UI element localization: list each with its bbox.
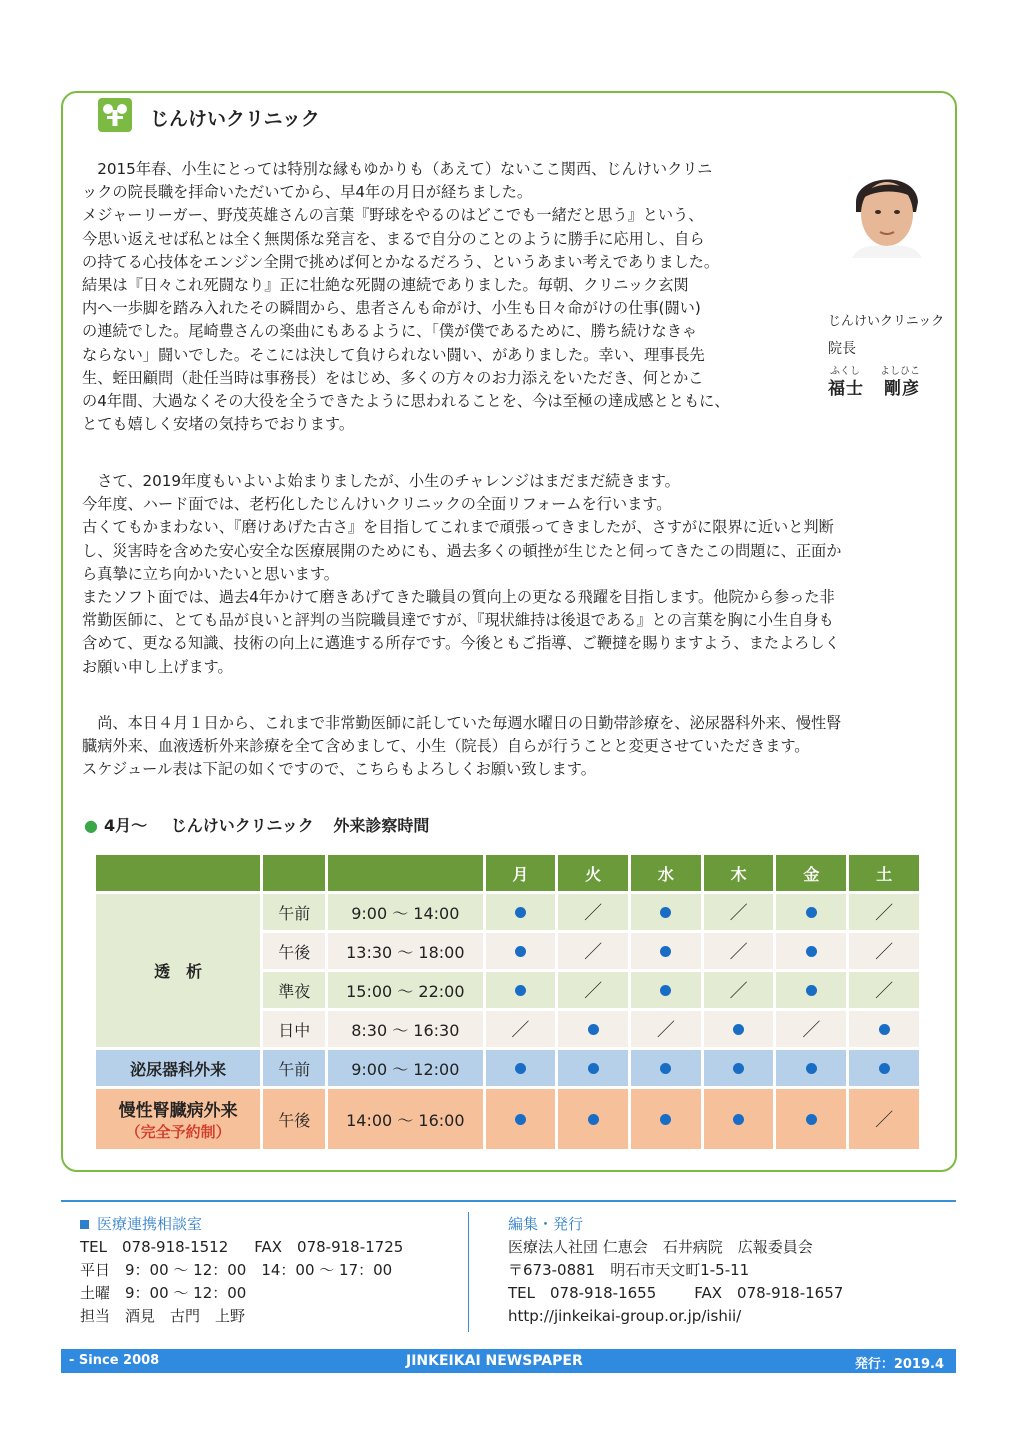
time-cell: 14:00 ～ 16:00: [328, 1089, 482, 1149]
day-mark-cell: [704, 1089, 774, 1149]
footer-divider: [468, 1212, 469, 1332]
day-mark-cell: [704, 1011, 774, 1047]
footer-staff: 担当 酒見 古門 上野: [80, 1307, 246, 1325]
available-dot-icon: [879, 1063, 890, 1074]
day-mark-cell: [486, 1050, 556, 1086]
signature-ruby-family: ふくし: [830, 366, 860, 377]
paragraph-line: 今年度、ハード面では、老朽化したじんけいクリニックの全面リフォームを行います。: [82, 495, 672, 514]
unavailable-slash-icon: ／: [875, 981, 894, 1002]
period-cell: 午後: [263, 1089, 325, 1149]
urology-label: 泌尿器科外来: [96, 1050, 260, 1086]
paragraph-line: とても嬉しく安堵の気持ちでおります。: [82, 415, 355, 434]
available-dot-icon: [515, 946, 526, 957]
paragraph-line: お願い申し上げます。: [82, 657, 233, 676]
paragraph-3: [82, 712, 950, 782]
signature-given-name: 剛彦: [884, 379, 920, 399]
available-dot-icon: [660, 907, 671, 918]
paragraph-line: 内へ一歩脚を踏み入れたその瞬間から、患者さんも命がけ、小生も日々命がけの仕事(闘い): [82, 299, 701, 318]
paragraph-line: ら真摯に立ち向かいたいと思います。: [82, 564, 339, 583]
footer-contact: [80, 1213, 403, 1328]
paragraph-line: ックの院長職を拝命いただいてから、早4年の月日が経ちました。: [82, 183, 533, 202]
paragraph-line: 結果は『日々これ死闘なり』正に壮絶な死闘の連続でありました。毎朝、クリニック玄関: [82, 275, 689, 294]
footer-fax: FAX 078-918-1725: [254, 1238, 404, 1256]
unavailable-slash-icon: ／: [511, 1020, 530, 1041]
day-mark-cell: [849, 933, 919, 969]
time-cell: 8:30 ～ 16:30: [328, 1011, 482, 1047]
footer-right-heading: 編集・発行: [508, 1215, 584, 1233]
unavailable-slash-icon: ／: [729, 903, 748, 924]
unavailable-slash-icon: ／: [584, 903, 603, 924]
paragraph-line: の4年間、大過なくその大役を全うできたように思われることを、今は至極の達成感とともに、: [82, 391, 730, 410]
day-mark-cell: [849, 972, 919, 1008]
day-header: 土: [849, 855, 919, 891]
footer-fax-2: FAX 078-918-1657: [694, 1284, 844, 1302]
day-mark-cell: [704, 972, 774, 1008]
header-cell-blank: [263, 855, 325, 891]
unavailable-slash-icon: ／: [875, 1110, 894, 1131]
footer-tel-2: TEL 078-918-1655: [508, 1284, 657, 1302]
newspaper-bar: [61, 1349, 956, 1373]
footer-publisher: [508, 1213, 843, 1328]
day-mark-cell: [849, 1050, 919, 1086]
day-mark-cell: [631, 933, 701, 969]
footer-tel-fax-row-2: [508, 1282, 843, 1305]
available-dot-icon: [515, 1114, 526, 1125]
day-mark-cell: [631, 894, 701, 930]
paragraph-line: メジャーリーガー、野茂英雄さんの言葉『野球をやるのはどこでも一緒だと思う』という、: [82, 206, 704, 225]
schedule-table: [93, 852, 922, 1152]
available-dot-icon: [806, 907, 817, 918]
bullet-dot-icon: ●: [84, 816, 98, 835]
unavailable-slash-icon: ／: [875, 942, 894, 963]
unavailable-slash-icon: ／: [584, 942, 603, 963]
available-dot-icon: [806, 1114, 817, 1125]
schedule-title: [84, 813, 429, 836]
ckd-label: 慢性腎臓病外来: [118, 1101, 238, 1121]
header-cell-blank: [96, 855, 260, 891]
available-dot-icon: [733, 1024, 744, 1035]
day-header: 水: [631, 855, 701, 891]
footer-org: 医療法人社団 仁恵会 石井病院 広報委員会: [508, 1238, 813, 1256]
footer-left-heading: [80, 1213, 403, 1236]
period-cell: 午後: [263, 933, 325, 969]
paragraph-line: 生、蛭田顧問（赴任当時は事務長）をはじめ、多くの方々のお力添えをいただき、何とかこ: [82, 368, 704, 387]
day-mark-cell: [776, 972, 846, 1008]
footer-saturday: 土曜 9：00 ～ 12：00: [80, 1284, 247, 1302]
unavailable-slash-icon: ／: [656, 1020, 675, 1041]
paragraph-line: の持てる心技体をエンジン全開で挑めば何とかなるだろう、というあまい考えでありました。: [82, 252, 720, 271]
day-mark-cell: [486, 1089, 556, 1149]
day-mark-cell: [486, 894, 556, 930]
paragraph-line: 常勤医師に、とても品が良いと評判の当院職員達ですが、『現状維持は後退である』との言葉を胸に小生自身も: [82, 611, 834, 630]
available-dot-icon: [515, 907, 526, 918]
table-row: [96, 1050, 919, 1086]
day-mark-cell: [631, 1050, 701, 1086]
paragraph-line: 今思い返えせば私とは全く無関係な発言を、まるで自分のことのように勝手に応用し、自ら: [82, 229, 705, 248]
day-mark-cell: [558, 972, 628, 1008]
day-mark-cell: [486, 1011, 556, 1047]
footer-tel-fax-row: [80, 1236, 403, 1259]
day-mark-cell: [776, 1011, 846, 1047]
day-mark-cell: [558, 1089, 628, 1149]
header-cell-blank: [328, 855, 482, 891]
available-dot-icon: [515, 1063, 526, 1074]
day-mark-cell: [776, 1089, 846, 1149]
day-mark-cell: [558, 1050, 628, 1086]
unavailable-slash-icon: ／: [584, 981, 603, 1002]
paragraph-line: の連続でした。尾崎豊さんの楽曲にもあるように、「僕が僕であるために、勝ち続けなきゃ: [82, 322, 698, 341]
unavailable-slash-icon: ／: [729, 981, 748, 1002]
day-mark-cell: [704, 933, 774, 969]
clinic-name: じんけいクリニック: [150, 108, 320, 130]
period-cell: 午前: [263, 1050, 325, 1086]
day-mark-cell: [776, 1050, 846, 1086]
available-dot-icon: [660, 1063, 671, 1074]
period-cell: 日中: [263, 1011, 325, 1047]
paragraph-2: [82, 470, 950, 679]
available-dot-icon: [806, 985, 817, 996]
time-cell: 9:00 ～ 12:00: [328, 1050, 482, 1086]
available-dot-icon: [806, 1063, 817, 1074]
day-mark-cell: [558, 933, 628, 969]
day-mark-cell: [558, 894, 628, 930]
paragraph-line: 尚、本日４月１日から、これまで非常勤医師に託していた毎週水曜日の日勤帯診療を、泌尿器科外来、慢性腎: [82, 714, 842, 732]
day-header: 木: [704, 855, 774, 891]
signature-ruby-given: よしひこ: [880, 366, 920, 377]
signature-clinic: じんけいクリニック: [828, 314, 945, 329]
dialysis-label: 透 析: [96, 894, 260, 1047]
clinic-logo-icon: [98, 98, 132, 132]
time-cell: 15:00 ～ 22:00: [328, 972, 482, 1008]
day-mark-cell: [558, 1011, 628, 1047]
footer-url[interactable]: http://jinkeikai-group.or.jp/ishii/: [508, 1307, 742, 1325]
time-cell: 9:00 ～ 14:00: [328, 894, 482, 930]
paragraph-line: ならない」闘いでした。そこには決して負けられない闘い、がありました。幸い、理事長先: [82, 345, 705, 364]
available-dot-icon: [733, 1114, 744, 1125]
schedule-title-clinic: じんけいクリニック: [170, 816, 314, 835]
unavailable-slash-icon: ／: [802, 1020, 821, 1041]
day-header: 火: [558, 855, 628, 891]
unavailable-slash-icon: ／: [729, 942, 748, 963]
available-dot-icon: [588, 1114, 599, 1125]
day-mark-cell: [776, 894, 846, 930]
footer-address: 〒673-0881 明石市天文町1-5-11: [508, 1261, 750, 1279]
table-row: [96, 1089, 919, 1149]
schedule-title-label: 外来診察時間: [333, 816, 430, 835]
paragraph-1: [82, 158, 950, 436]
paragraph-line: し、災害時を含めた安心安全な医療展開のためにも、過去多くの頓挫が生じたと伺ってきたこの問題に、正面か: [82, 541, 842, 560]
day-mark-cell: [486, 972, 556, 1008]
signature-family-name: 福士: [828, 379, 864, 399]
period-cell: 準夜: [263, 972, 325, 1008]
signature-role: 院長: [828, 341, 856, 357]
day-mark-cell: [849, 1089, 919, 1149]
period-cell: 午前: [263, 894, 325, 930]
time-cell: 13:30 ～ 18:00: [328, 933, 482, 969]
schedule-header-row: [96, 855, 919, 891]
available-dot-icon: [588, 1063, 599, 1074]
day-mark-cell: [631, 1011, 701, 1047]
footer-tel: TEL 078-918-1512: [80, 1238, 229, 1256]
schedule-title-month: 4月～: [103, 816, 148, 835]
paragraph-line: 含めて、更なる知識、技術の向上に邁進する所存です。今後ともご指導、ご鞭撻を賜りますよう、またよろしく: [82, 634, 840, 653]
paragraph-line: 臓病外来、血液透析外来診療を全て含めまして、小生（院長）自らが行うことと変更させていただきます。: [82, 737, 810, 756]
unavailable-slash-icon: ／: [875, 903, 894, 924]
available-dot-icon: [660, 1114, 671, 1125]
day-mark-cell: [704, 1050, 774, 1086]
day-mark-cell: [631, 972, 701, 1008]
footer-left-heading-text: 医療連携相談室: [97, 1215, 203, 1233]
available-dot-icon: [879, 1024, 890, 1035]
paragraph-line: またソフト面では、過去4年かけて磨きあげてきた職員の質向上の更なる飛躍を目指します。他院から参った非: [82, 587, 835, 606]
table-row: [96, 894, 919, 930]
day-header: 金: [776, 855, 846, 891]
ckd-sublabel: （完全予約制）: [125, 1123, 231, 1141]
bar-paper-name: JINKEIKAI NEWSPAPER: [406, 1353, 583, 1369]
available-dot-icon: [515, 985, 526, 996]
day-mark-cell: [631, 1089, 701, 1149]
paragraph-line: 古くてもかまわない、『磨けあげた古さ』を目指してこれまで頑張ってきましたが、さすがに限界に近いと判断: [82, 518, 834, 537]
day-mark-cell: [849, 894, 919, 930]
paragraph-line: スケジュール表は下記の如くですので、こちらもよろしくお願い致します。: [82, 760, 596, 779]
bar-issue: 発行：2019.4: [854, 1357, 944, 1372]
day-mark-cell: [776, 933, 846, 969]
paragraph-line: 2015年春、小生にとっては特別な縁もゆかりも（あえて）ないここ関西、じんけいクリニ: [82, 160, 713, 178]
day-mark-cell: [486, 933, 556, 969]
square-bullet-icon: [80, 1220, 89, 1229]
available-dot-icon: [660, 985, 671, 996]
footer-weekday: 平日 9：00 ～ 12：00 14：00 ～ 17：00: [80, 1261, 393, 1279]
bar-since: - Since 2008: [69, 1353, 160, 1368]
paragraph-line: さて、2019年度もいよいよ始まりましたが、小生のチャレンジはまだまだ続きます。: [82, 472, 680, 490]
available-dot-icon: [660, 946, 671, 957]
ckd-label-cell: [96, 1089, 260, 1149]
footer-rule: [61, 1200, 956, 1202]
day-header: 月: [486, 855, 556, 891]
day-mark-cell: [849, 1011, 919, 1047]
available-dot-icon: [806, 946, 817, 957]
day-mark-cell: [704, 894, 774, 930]
available-dot-icon: [588, 1024, 599, 1035]
available-dot-icon: [733, 1063, 744, 1074]
